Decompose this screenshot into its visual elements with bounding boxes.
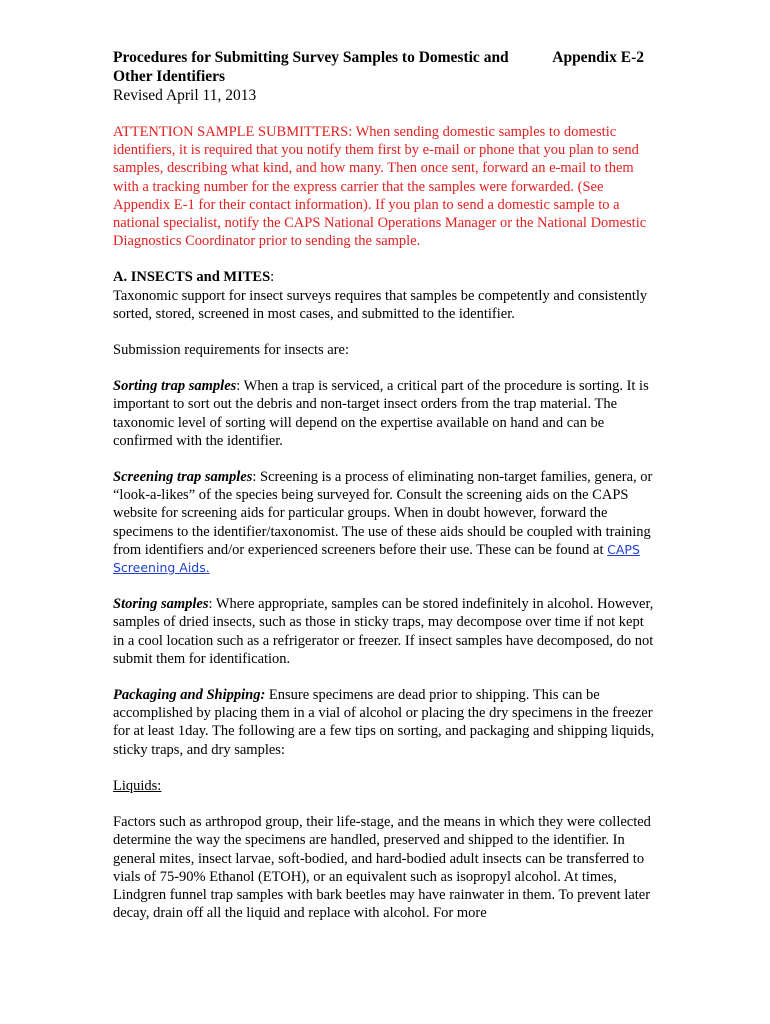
revision-date: Revised April 11, 2013 [113, 87, 257, 104]
appendix-label: Appendix E-2 [552, 49, 644, 66]
liquids-paragraph: Factors such as arthropod group, their life-stage, and the means in which they were collected determine the way the specimens are handled, preserved and shipped to the identifier. In general mites, insect larvae, soft-bodied, and hard-bodied adult insects can be transferred to vials of 75-90% Ethanol (ETOH), or an equivalent such as isopropyl alcohol. At times, Lindgren funnel trap samples with bark beetles may have rainwater in them. To prevent later decay, drain off all the liquid and replace with alcohol. For more [113, 814, 651, 922]
storing-paragraph [113, 595, 658, 668]
packaging-text: Ensure specimens are dead prior to shipping. This can be accomplished by placing them in a vial of alcohol or placing the dry specimens in the freezer for at least 1day. The following are a few tips on sorting, and packaging and shipping liquids, sticky traps, and dry samples: [113, 687, 655, 758]
screening-paragraph [113, 468, 658, 577]
document-header [113, 48, 658, 86]
document-title: Procedures for Submitting Survey Samples to Domestic and Other Identifiers [113, 49, 509, 85]
packaging-paragraph [113, 686, 658, 759]
screening-text: : Screening is a process of eliminating non-target families, genera, or “look-a-likes” of the species being surveyed for. Consult the screening aids on the CAPS website for screening aids for particular groups. When in doubt however, forward the specimens to the identifier/taxonomist. The use of these aids should be coupled with training from identifiers and/or experienced screeners before their use. These can be found at [113, 469, 653, 558]
section-a-heading-text: A. INSECTS and MITES [113, 269, 271, 286]
submission-requirements: Submission requirements for insects are: [113, 342, 349, 359]
section-a-heading-colon: : [270, 269, 275, 286]
storing-text: : Where appropriate, samples can be stored indefinitely in alcohol. However, samples of dried insects, such as those in sticky traps, may decompose over time if not kept in a cool location such as a refrigerator or freezer. If insect samples have decomposed, do not submit them for identification. [113, 596, 654, 667]
storing-lead: Storing samples [113, 596, 209, 613]
liquids-heading: Liquids: [113, 777, 162, 794]
screening-lead: Screening trap samples [113, 469, 253, 486]
document-body [113, 48, 658, 922]
attention-notice: ATTENTION SAMPLE SUBMITTERS: When sending domestic samples to domestic identifiers, it is required that you notify them first by e-mail or phone that you plan to send samples, describing what kind, and how many. Then once sent, forward an e-mail to them with a tracking number for the express carrier that the samples were forwarded. (See Appendix E-1 for their contact information). If you plan to send a domestic sample to a national specialist, notify the CAPS National Operations Manager or the National Domestic Diagnostics Coordinator prior to sending the sample. [113, 124, 647, 250]
sorting-text: : When a trap is serviced, a critical part of the procedure is sorting. It is important to sort out the debris and non-target insect orders from the trap material. The taxonomic level of sorting will depend on the expertise available on hand and can be confirmed with the identifier. [113, 378, 649, 449]
section-a-intro: Taxonomic support for insect surveys requires that samples be competently and consistently sorted, stored, screened in most cases, and submitted to the identifier. [113, 287, 648, 322]
packaging-lead: Packaging and Shipping: [113, 687, 266, 704]
sorting-paragraph [113, 377, 658, 450]
caps-screening-aids-link[interactable]: CAPS Screening Aids. [113, 541, 640, 576]
section-a-heading [113, 268, 658, 286]
sorting-lead: Sorting trap samples [113, 378, 237, 395]
